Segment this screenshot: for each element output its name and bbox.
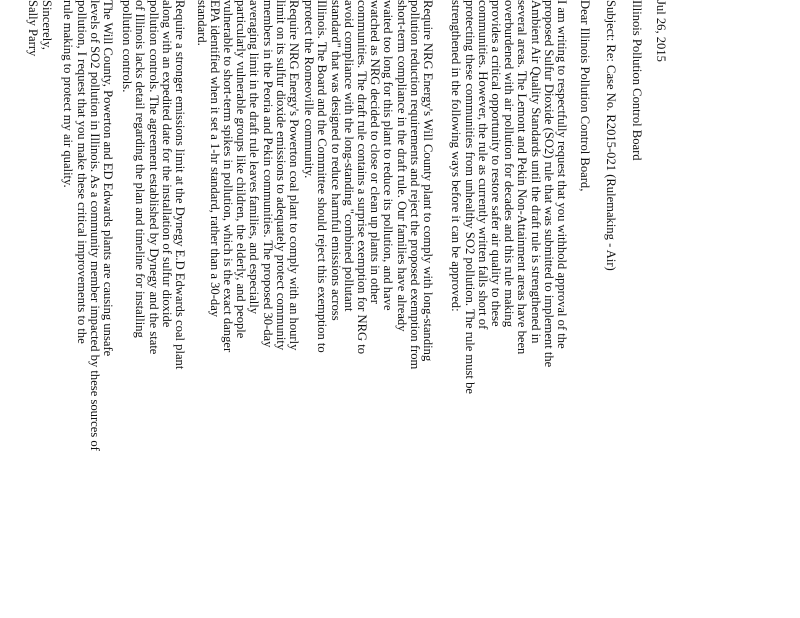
letter-subject: Subject: Re: Case No. R2015-021 (Rulemaking - Air) [604, 0, 618, 271]
text-line: avoid compliance with the long-standing "combined pollutant [341, 0, 356, 312]
letter-salutation: Dear Illinois Pollution Control Board, [578, 0, 592, 192]
text-line: communities. The draft rule contains a surprise exemption for NRG to [354, 0, 369, 355]
paragraph-closing-request [61, 0, 114, 451]
text-line: of Illinois lacks detail regarding the plan and timeline for installing [133, 0, 148, 338]
text-line: along with an expedited date for the installation of sulfur dioxide [159, 0, 174, 328]
letter-recipient: Illinois Pollution Control Board [630, 0, 644, 161]
text-line: rule making to protect my air quality. [61, 0, 76, 188]
text-line: I am writing to respectfully request that you withhold approval of the [555, 0, 569, 349]
text-line: Require a stronger emissions limit at the Dynegy E.D Edwards coal plant [173, 0, 187, 370]
text-line: vulnerable to short-term spikes in pollution, which is the exact danger [220, 0, 235, 353]
paragraph-powerton [194, 0, 300, 352]
text-line: members in the Peoria and Pekin communities. The proposed 30-day [260, 0, 275, 348]
text-line: levels of SO2 pollution in Illinois. As a community member impacted by these sources of [87, 0, 102, 451]
text-line: watched as NRG decided to close or clean up plants in other [368, 0, 383, 304]
text-line: particularly vulnerable groups like children, the elderly, and people [234, 0, 249, 339]
text-line: short-term compliance in the draft rule. Our families have already [394, 0, 409, 332]
text-line: pollution reduction requirements and reject the proposed exemption from [407, 0, 422, 370]
text-line: Ambient Air Quality Standards until the draft rule is strengthened in [528, 0, 543, 344]
paragraph-intro [449, 0, 568, 394]
text-line: The Will County, Powerton and ED Edwards plants are causing unsafe [101, 0, 115, 357]
letter-signature: Sally Parry [26, 0, 40, 57]
text-line: waited too long for this plant to reduce its pollution, and have [381, 0, 396, 311]
text-line: Require NRG Energy's Will County plant to comply with long-standing [421, 0, 435, 362]
text-line: protect the Romeoville community. [302, 0, 317, 179]
text-line: averaging limit in the draft rule leaves families, and especially [247, 0, 262, 315]
text-line: protecting these communities from unhealthy SO2 pollution. The rule must be [462, 0, 477, 394]
text-line: limit on its sulfur dioxide emissions to adequately protect community [273, 0, 288, 351]
text-line: several areas. The Lemont and Pekin Non-Attainment areas have been [515, 0, 530, 355]
text-line: overburdened with air pollution for decades and this rule making [502, 0, 517, 327]
text-line: pollution, I request that you make these critical improvements to the [74, 0, 89, 344]
text-line: standard" that was designed to reduce harmful emissions across [328, 0, 343, 321]
text-line: proposed Sulfur Dioxide (SO2) rule that was submitted to implement the [541, 0, 556, 368]
paragraph-ed-edwards [120, 0, 186, 369]
text-line: communities. However, the rule as currently written falls short of [475, 0, 490, 330]
text-line: EPA identified when it set a 1-hr standard, rather than a 30-day [207, 0, 222, 318]
text-line: pollution controls. [120, 0, 135, 93]
text-line: Require NRG Energy's Powerton coal plant to comply with an hourly [287, 0, 301, 351]
letter-date: Jul 26, 2015 [654, 0, 668, 62]
text-line: Illinois. The Board and the Committee should reject this exemption to [315, 0, 330, 353]
text-line: provides a critical opportunity to restore safer air quality to these [488, 0, 503, 327]
text-line: standard. [194, 0, 209, 46]
paragraph-will-county [302, 0, 434, 369]
text-line: strengthened in the following ways before it can be approved: [449, 0, 464, 312]
text-line: pollution controls. The agreement established by Dynegy and the state [146, 0, 161, 355]
letter-closing: Sincerely, [40, 0, 54, 50]
